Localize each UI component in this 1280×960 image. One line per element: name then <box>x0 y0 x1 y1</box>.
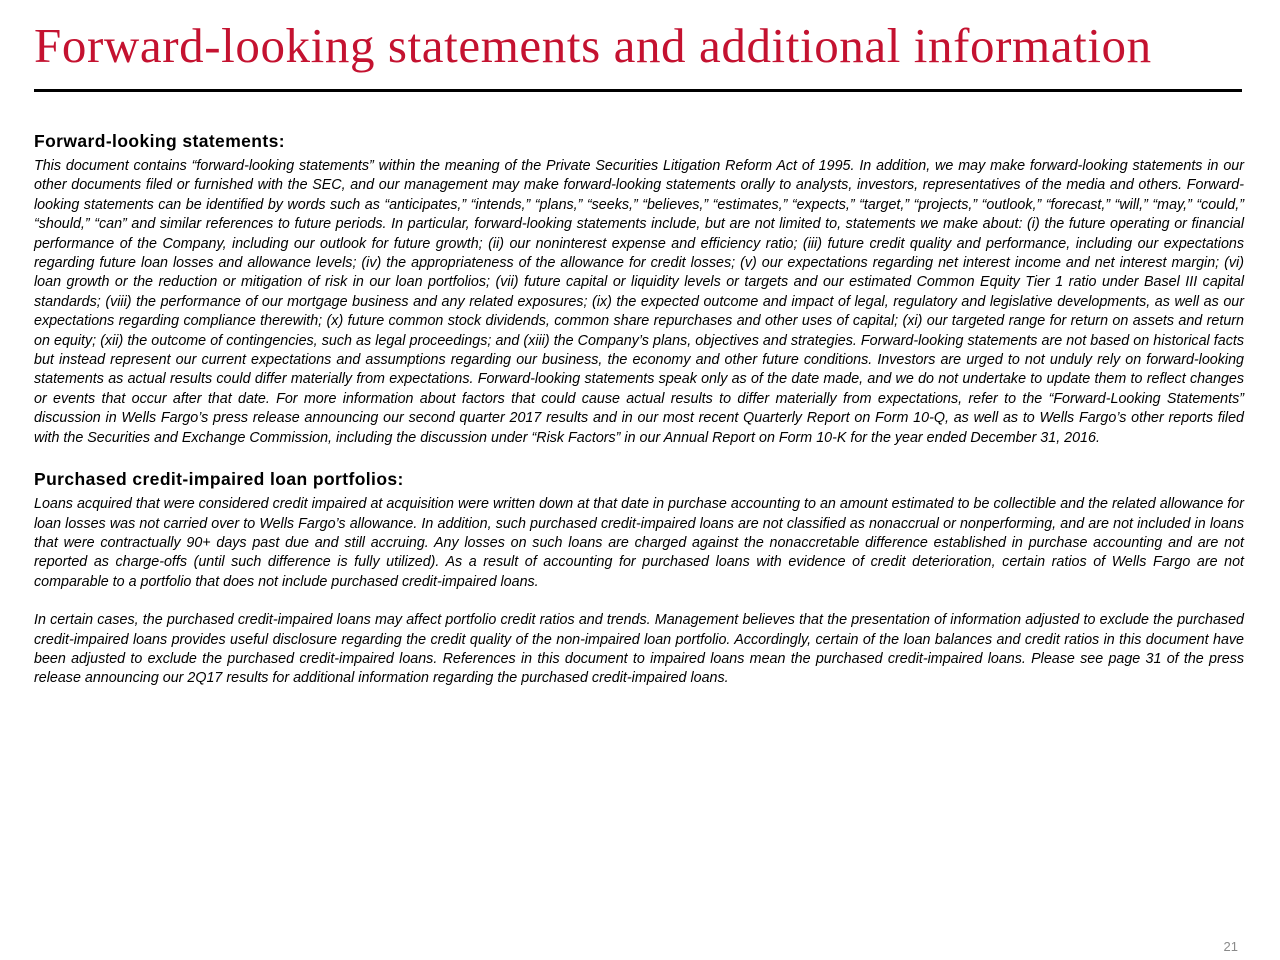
forward-looking-heading: Forward-looking statements: <box>34 131 285 151</box>
purchased-credit-impaired-section <box>34 466 1244 689</box>
forward-looking-paragraph: This document contains “forward-looking statements” within the meaning of the Private Securities Litigation Reform Act of 1995. In addition, we may make forward-looking statements in our other documents filed or furnished with the SEC, and our management may make forward-looking statements orally to analysts, investors, representatives of the media and others. Forward-looking statements can be identified by words such as “anticipates,” “intends,” “plans,” “seeks,” “believes,” “estimates,” “expects,” “target,” “projects,” “outlook,” “forecast,” “will,” “may,” “could,” “should,” “can” and similar references to future periods. In particular, forward-looking statements include, but are not limited to, statements we make about: (i) the future operating or financial performance of the Company, including our outlook for future growth; (ii) our noninterest expense and efficiency ratio; (iii) future credit quality and performance, including our expectations regarding future loan losses and allowance levels; (iv) the appropriateness of the allowance for credit losses; (v) our expectations regarding net interest income and net interest margin; (vi) loan growth or the reduction or mitigation of risk in our loan portfolios; (vii) future capital or liquidity levels or targets and our estimated Common Equity Tier 1 ratio under Basel III capital standards; (viii) the performance of our mortgage business and any related exposures; (ix) the expected outcome and impact of legal, regulatory and legislative developments, as well as our expectations regarding compliance therewith; (x) future common stock dividends, common share repurchases and other uses of capital; (xi) our targeted range for return on assets and return on equity; (xii) the outcome of contingencies, such as legal proceedings; and (xiii) the Company’s plans, objectives and strategies. Forward-looking statements are not based on historical facts but instead represent our current expectations and assumptions regarding our business, the economy and other future conditions. Investors are urged to not unduly rely on forward-looking statements as actual results could differ materially from expectations. Forward-looking statements speak only as of the date made, and we do not undertake to update them to reflect changes or events that occur after that date. For more information about factors that could cause actual results to differ materially from expectations, refer to the “Forward-Looking Statements” discussion in Wells Fargo’s press release announcing our second quarter 2017 results and in our most recent Quarterly Report on Form 10-Q, as well as to Wells Fargo’s other reports filed with the Securities and Exchange Commission, including the discussion under “Risk Factors” in our Annual Report on Form 10-K for the year ended December 31, 2016. <box>34 158 1244 446</box>
slide-title: Forward-looking statements and additional information <box>34 18 1152 73</box>
page-number: 21 <box>1223 939 1238 954</box>
purchased-credit-impaired-paragraph-1: Loans acquired that were considered credit impaired at acquisition were written down at that date in purchase accounting to an amount estimated to be collectible and the related allowance for loan losses was not carried over to Wells Fargo’s allowance. In addition, such purchased credit-impaired loans are not classified as nonaccrual or nonperforming, and are not included in loans that were contractually 90+ days past due and still accruing. Any losses on such loans are charged against the nonaccretable difference established in purchase accounting and are not reported as charge-offs (until such difference is fully utilized). As a result of accounting for purchased loans with evidence of credit deterioration, certain ratios of Wells Fargo are not comparable to a portfolio that does not include purchased credit-impaired loans. <box>34 496 1244 590</box>
purchased-credit-impaired-heading: Purchased credit-impaired loan portfolios: <box>34 469 404 490</box>
slide-body <box>34 128 1244 689</box>
purchased-credit-impaired-paragraph-2: In certain cases, the purchased credit-impaired loans may affect portfolio credit ratios and trends. Management believes that the presentation of information adjusted to exclude the purchased credit-impaired loans provides useful disclosure regarding the credit quality of the non-impaired loan portfolio. Accordingly, certain of the loan balances and credit ratios in this document have been adjusted to exclude the purchased credit-impaired loans. References in this document to impaired loans mean the purchased credit-impaired loans. Please see page 31 of the press release announcing our 2Q17 results for additional information regarding the purchased credit-impaired loans. <box>34 612 1244 687</box>
forward-looking-section <box>34 128 1244 448</box>
title-divider <box>34 89 1242 92</box>
